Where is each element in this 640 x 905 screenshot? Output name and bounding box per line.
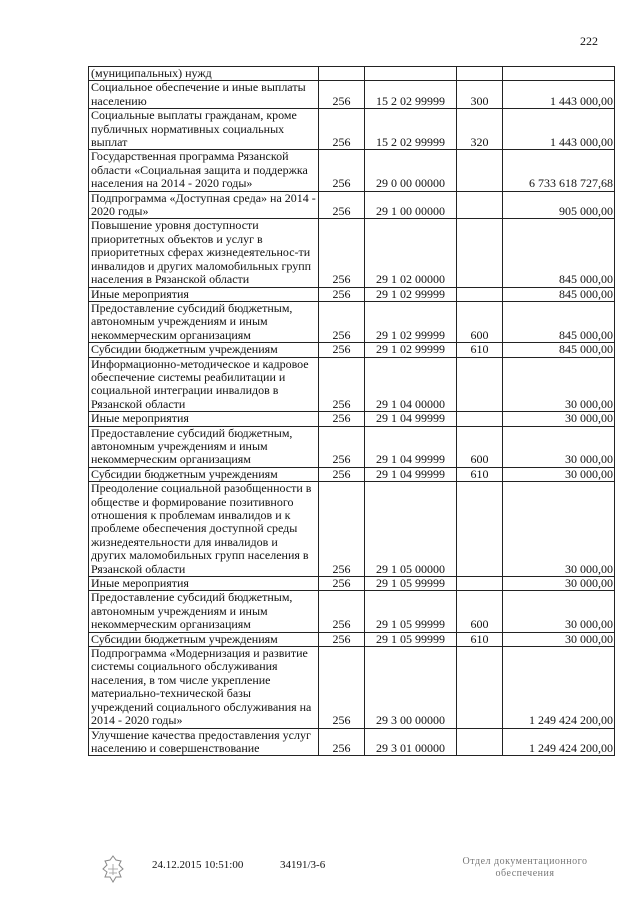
row-amount: 30 000,00 bbox=[503, 577, 615, 591]
row-amount: 905 000,00 bbox=[503, 191, 615, 219]
row-ved-code: 256 bbox=[319, 219, 365, 287]
row-csr-code: 15 2 02 99999 bbox=[365, 81, 457, 109]
row-ved-code: 256 bbox=[319, 81, 365, 109]
page-number: 222 bbox=[580, 34, 598, 48]
row-csr-code: 29 1 05 00000 bbox=[365, 482, 457, 577]
row-amount: 845 000,00 bbox=[503, 219, 615, 287]
table-row bbox=[89, 109, 615, 150]
row-name: Подпрограмма «Модернизация и развитие системы социального обслуживания населения, в том числе укрепление материально-технической базы учреждений социального обслуживания на 2014 - 2020 годы» bbox=[89, 647, 319, 728]
row-csr-code: 29 1 00 00000 bbox=[365, 191, 457, 219]
row-vr-code: 600 bbox=[457, 301, 503, 342]
row-amount: 30 000,00 bbox=[503, 426, 615, 467]
row-name: Преодоление социальной разобщенности в обществе и формирование позитивного отношения к проблемам инвалидов и к проблеме обеспечения доступной среды жизнедеятельности для инвалидов и других маломобильных групп населения в Рязанской области bbox=[89, 482, 319, 577]
table-row bbox=[89, 191, 615, 219]
row-name: Иные мероприятия bbox=[89, 412, 319, 426]
row-ved-code: 256 bbox=[319, 647, 365, 728]
row-csr-code: 29 1 02 99999 bbox=[365, 301, 457, 342]
row-vr-code: 610 bbox=[457, 343, 503, 357]
table-row bbox=[89, 343, 615, 357]
row-name: Субсидии бюджетным учреждениям bbox=[89, 467, 319, 481]
footer-department: Отдел документационного обеспечения bbox=[462, 856, 588, 879]
row-amount bbox=[503, 67, 615, 81]
row-name: Информационно-методическое и кадровое обеспечение системы реабилитации и социальной интеграции инвалидов в Рязанской области bbox=[89, 357, 319, 412]
row-name: Иные мероприятия bbox=[89, 287, 319, 301]
row-csr-code: 29 1 02 99999 bbox=[365, 343, 457, 357]
row-name: Субсидии бюджетным учреждениям bbox=[89, 343, 319, 357]
row-ved-code: 256 bbox=[319, 150, 365, 191]
row-vr-code: 300 bbox=[457, 81, 503, 109]
row-amount: 1 249 424 200,00 bbox=[503, 647, 615, 728]
row-ved-code: 256 bbox=[319, 632, 365, 646]
table-row bbox=[89, 219, 615, 287]
row-name: Иные мероприятия bbox=[89, 577, 319, 591]
row-amount: 30 000,00 bbox=[503, 412, 615, 426]
row-csr-code bbox=[365, 67, 457, 81]
table-row bbox=[89, 728, 615, 756]
row-ved-code: 256 bbox=[319, 109, 365, 150]
row-amount: 30 000,00 bbox=[503, 632, 615, 646]
table-row bbox=[89, 150, 615, 191]
row-name: Субсидии бюджетным учреждениям bbox=[89, 632, 319, 646]
row-amount: 6 733 618 727,68 bbox=[503, 150, 615, 191]
row-name: Предоставление субсидий бюджетным, автономным учреждениям и иным некоммерческим организациям bbox=[89, 591, 319, 632]
row-amount: 845 000,00 bbox=[503, 301, 615, 342]
row-ved-code: 256 bbox=[319, 301, 365, 342]
row-name: Предоставление субсидий бюджетным, автономным учреждениям и иным некоммерческим организациям bbox=[89, 426, 319, 467]
table-row bbox=[89, 482, 615, 577]
row-csr-code: 29 1 02 00000 bbox=[365, 219, 457, 287]
row-vr-code bbox=[457, 357, 503, 412]
table-row bbox=[89, 591, 615, 632]
row-ved-code: 256 bbox=[319, 728, 365, 756]
row-amount: 30 000,00 bbox=[503, 591, 615, 632]
row-csr-code: 29 1 05 99999 bbox=[365, 632, 457, 646]
budget-table-body bbox=[89, 67, 615, 756]
row-vr-code bbox=[457, 482, 503, 577]
table-row bbox=[89, 632, 615, 646]
table-row bbox=[89, 287, 615, 301]
table-row bbox=[89, 67, 615, 81]
row-ved-code: 256 bbox=[319, 577, 365, 591]
row-amount: 1 249 424 200,00 bbox=[503, 728, 615, 756]
table-row bbox=[89, 412, 615, 426]
row-vr-code: 600 bbox=[457, 591, 503, 632]
row-csr-code: 29 1 05 99999 bbox=[365, 591, 457, 632]
table-row bbox=[89, 301, 615, 342]
row-ved-code: 256 bbox=[319, 343, 365, 357]
row-csr-code: 29 1 04 99999 bbox=[365, 426, 457, 467]
row-ved-code: 256 bbox=[319, 191, 365, 219]
row-amount: 30 000,00 bbox=[503, 357, 615, 412]
row-amount: 30 000,00 bbox=[503, 467, 615, 481]
budget-table bbox=[88, 66, 615, 756]
row-ved-code: 256 bbox=[319, 287, 365, 301]
row-amount: 1 443 000,00 bbox=[503, 109, 615, 150]
row-vr-code: 610 bbox=[457, 467, 503, 481]
row-ved-code: 256 bbox=[319, 467, 365, 481]
row-vr-code: 320 bbox=[457, 109, 503, 150]
row-vr-code bbox=[457, 67, 503, 81]
row-amount: 845 000,00 bbox=[503, 287, 615, 301]
row-vr-code: 600 bbox=[457, 426, 503, 467]
row-vr-code bbox=[457, 412, 503, 426]
row-csr-code: 29 3 00 00000 bbox=[365, 647, 457, 728]
row-name: Социальное обеспечение и иные выплаты населению bbox=[89, 81, 319, 109]
row-ved-code: 256 bbox=[319, 412, 365, 426]
row-ved-code: 256 bbox=[319, 591, 365, 632]
row-vr-code bbox=[457, 647, 503, 728]
row-vr-code bbox=[457, 728, 503, 756]
row-csr-code: 29 0 00 00000 bbox=[365, 150, 457, 191]
row-ved-code: 256 bbox=[319, 426, 365, 467]
row-vr-code bbox=[457, 150, 503, 191]
row-name: (муниципальных) нужд bbox=[89, 67, 319, 81]
table-row bbox=[89, 647, 615, 728]
row-amount: 1 443 000,00 bbox=[503, 81, 615, 109]
row-name: Государственная программа Рязанской области «Социальная защита и поддержка населения на 2014 - 2020 годы» bbox=[89, 150, 319, 191]
row-vr-code bbox=[457, 191, 503, 219]
row-vr-code: 610 bbox=[457, 632, 503, 646]
row-csr-code: 29 1 05 99999 bbox=[365, 577, 457, 591]
row-csr-code: 15 2 02 99999 bbox=[365, 109, 457, 150]
row-csr-code: 29 1 04 99999 bbox=[365, 412, 457, 426]
row-name: Подпрограмма «Доступная среда» на 2014 - 2020 годы» bbox=[89, 191, 319, 219]
footer-doc-number: 34191/3-6 bbox=[280, 859, 326, 871]
row-csr-code: 29 1 04 99999 bbox=[365, 467, 457, 481]
row-vr-code bbox=[457, 577, 503, 591]
row-amount: 845 000,00 bbox=[503, 343, 615, 357]
row-amount: 30 000,00 bbox=[503, 482, 615, 577]
row-name: Улучшение качества предоставления услуг населению и совершенствование bbox=[89, 728, 319, 756]
row-ved-code bbox=[319, 67, 365, 81]
table-row bbox=[89, 467, 615, 481]
row-ved-code: 256 bbox=[319, 482, 365, 577]
row-csr-code: 29 1 02 99999 bbox=[365, 287, 457, 301]
row-csr-code: 29 1 04 00000 bbox=[365, 357, 457, 412]
table-row bbox=[89, 426, 615, 467]
table-row bbox=[89, 577, 615, 591]
row-name: Повышение уровня доступности приоритетных объектов и услуг в приоритетных сферах жизнедеятельнос-ти инвалидов и других маломобильных групп населения в Рязанской области bbox=[89, 219, 319, 287]
row-ved-code: 256 bbox=[319, 357, 365, 412]
row-name: Социальные выплаты гражданам, кроме публичных нормативных социальных выплат bbox=[89, 109, 319, 150]
footer-timestamp: 24.12.2015 10:51:00 bbox=[152, 859, 244, 871]
row-vr-code bbox=[457, 219, 503, 287]
seal-logo-icon bbox=[100, 855, 126, 883]
page-footer bbox=[0, 855, 640, 895]
table-row bbox=[89, 357, 615, 412]
row-csr-code: 29 3 01 00000 bbox=[365, 728, 457, 756]
table-row bbox=[89, 81, 615, 109]
row-name: Предоставление субсидий бюджетным, автономным учреждениям и иным некоммерческим организациям bbox=[89, 301, 319, 342]
row-vr-code bbox=[457, 287, 503, 301]
